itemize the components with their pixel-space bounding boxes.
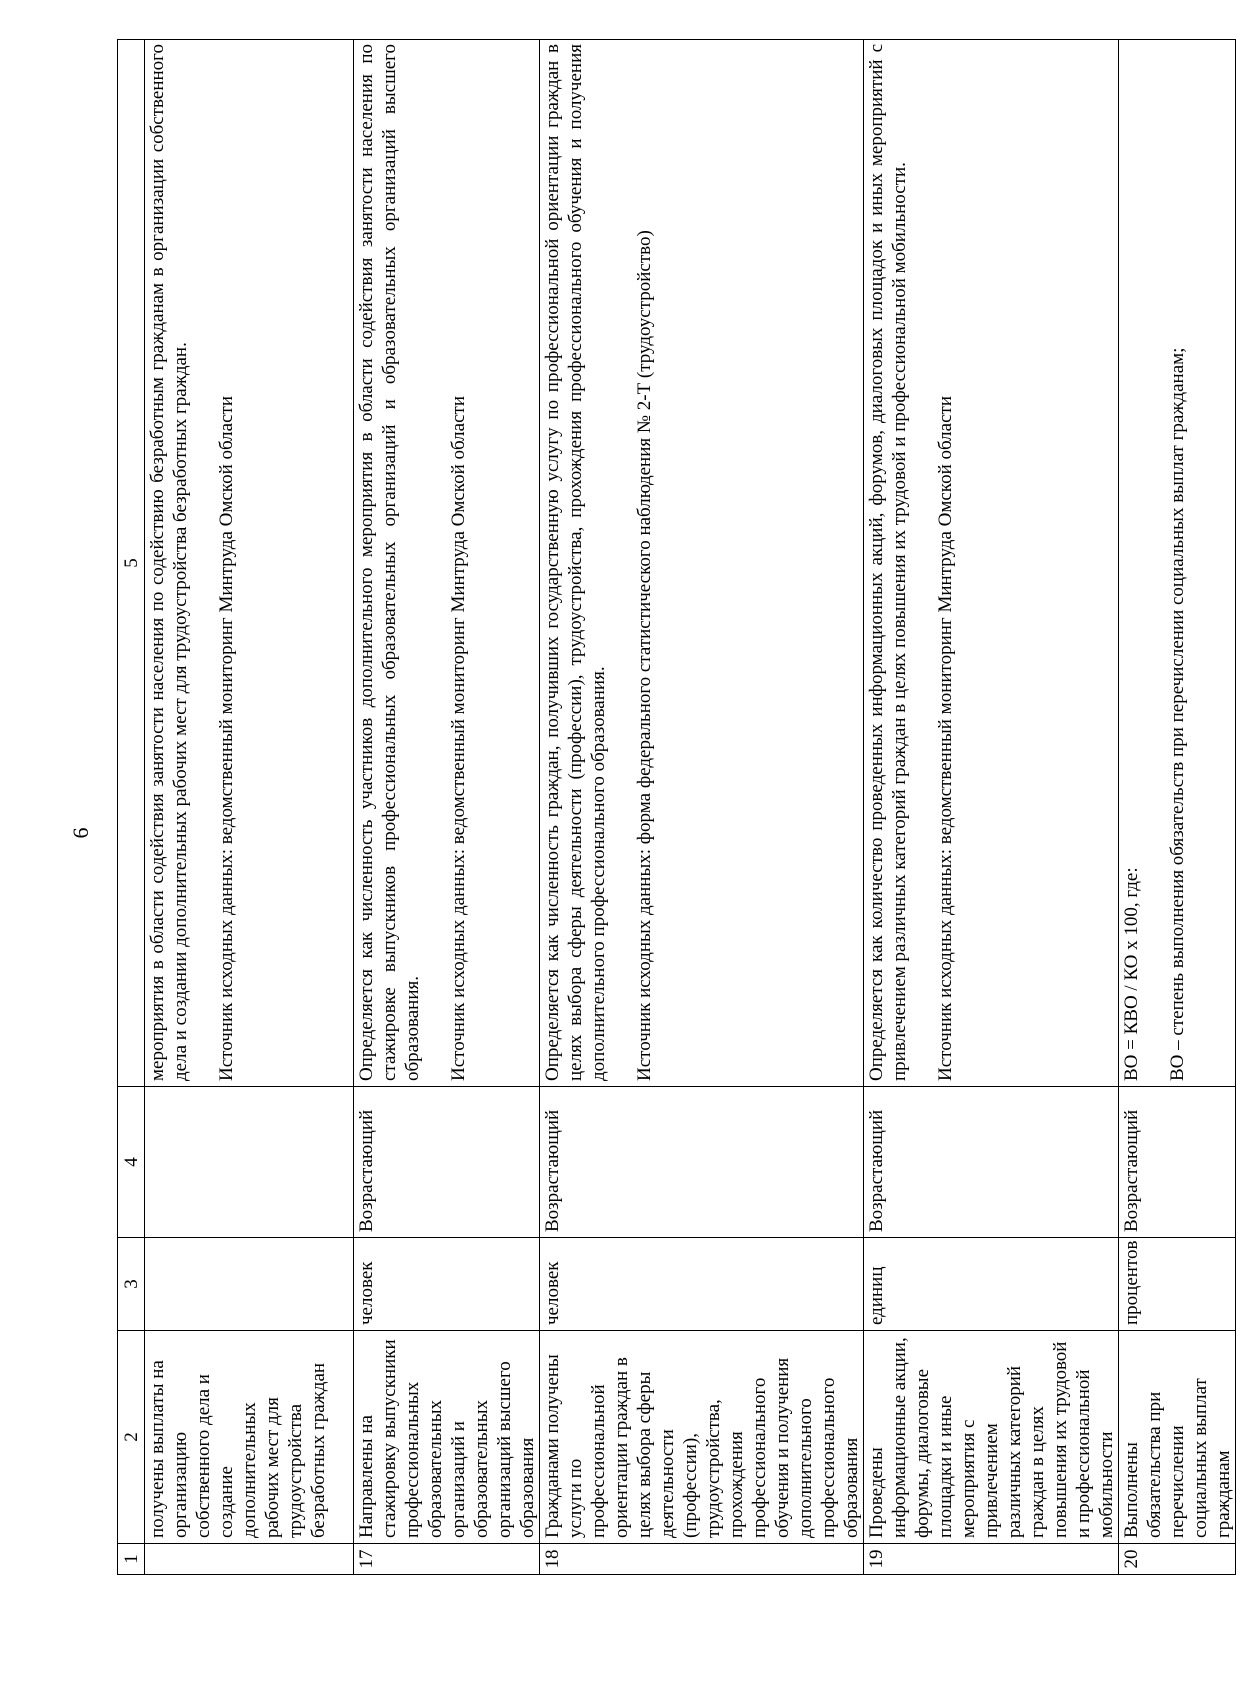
data-source: Источник исходных данных: ведомственный мониторинг Минтруда Омской области <box>935 395 956 1081</box>
data-source: Источник исходных данных: ведомственный мониторинг Минтруда Омской области <box>448 395 469 1081</box>
formula-variable: ВО – степень выполнения обязательств при перечислении социальных выплат гражданам; <box>1167 347 1188 1081</box>
unit-of-measure: человек <box>354 1238 540 1331</box>
table-row <box>145 40 354 1575</box>
row-number: 18 <box>540 1544 864 1575</box>
indicator-name: получены выплаты на организацию собственного дела и создание дополнительных рабочих мест для трудоустройства безработных граждан <box>145 1331 354 1544</box>
row-number: 17 <box>354 1544 540 1575</box>
data-source: Источник исходных данных: форма федерального статистического наблюдения № 2-Т (трудоустройство) <box>634 230 655 1081</box>
formula-text: ВО = КВО / КО х 100, где: <box>1121 867 1142 1081</box>
header-cell-3: 3 <box>118 1238 145 1331</box>
unit-of-measure <box>145 1238 354 1331</box>
trend <box>145 1087 354 1238</box>
calculation-method <box>540 40 864 1087</box>
header-cell-5: 5 <box>118 40 145 1087</box>
table-row <box>1119 40 1236 1575</box>
calculation-method <box>864 40 1119 1087</box>
calculation-method <box>145 40 354 1087</box>
table-row <box>354 40 540 1575</box>
row-number: 20 <box>1119 1544 1236 1575</box>
table-row <box>540 40 864 1575</box>
indicator-name: Выполнены обязательства при перечислении социальных выплат гражданам <box>1119 1331 1236 1544</box>
indicator-table-rotated <box>117 40 1234 1575</box>
method-text: Определяется как численность участников дополнительного мероприятия в области содействия занятости населения по стажировке выпускников профессиональных образовательных организаций и образовательных организаций высшего образования. <box>356 44 423 1081</box>
table-header-row <box>118 40 145 1575</box>
method-text: мероприятия в области содействия занятости населения по содействию безработным гражданам в организации собственного дела и создании дополнительных рабочих мест для трудоустройства безработных граждан. <box>147 44 191 1081</box>
indicator-name: Проведены информационные акции, форумы, диалоговые площадки и иные мероприятия с привлечением различных категорий граждан в целях повышения их трудовой и профессиональной мобильности <box>864 1331 1119 1544</box>
header-cell-1: 1 <box>118 1544 145 1575</box>
trend: Возрастающий <box>540 1087 864 1238</box>
method-text: Определяется как численность граждан, получивших государственную услугу по профессиональной ориентации граждан в целях выбора сферы деятельности (профессии), трудоустройства, прохождения профессионального обучения и получения дополнительного профессионального образования. <box>542 44 609 1081</box>
indicator-name: Направлены на стажировку выпускники профессиональных образовательных организаций и образовательных организаций высшего образования <box>354 1331 540 1544</box>
unit-of-measure: единиц <box>864 1238 1119 1331</box>
trend: Возрастающий <box>864 1087 1119 1238</box>
calculation-method <box>354 40 540 1087</box>
trend: Возрастающий <box>1119 1087 1236 1238</box>
header-cell-4: 4 <box>118 1087 145 1238</box>
unit-of-measure: процентов <box>1119 1238 1236 1331</box>
row-number <box>145 1544 354 1575</box>
page-number: 6 <box>68 827 93 839</box>
unit-of-measure: человек <box>540 1238 864 1331</box>
table-row <box>864 40 1119 1575</box>
method-text: Определяется как количество проведенных информационных акций, форумов, диалоговых площадок и иных мероприятий с привлечением различных категорий граждан в целях повышения их трудовой и профессиональной мобильности. <box>866 44 910 1081</box>
header-cell-2: 2 <box>118 1331 145 1544</box>
calculation-method <box>1119 40 1236 1087</box>
indicator-table <box>117 39 1236 1575</box>
data-source: Источник исходных данных: ведомственный мониторинг Минтруда Омской области <box>216 395 237 1081</box>
row-number: 19 <box>864 1544 1119 1575</box>
trend: Возрастающий <box>354 1087 540 1238</box>
indicator-name: Гражданами получены услуги по профессиональной ориентации граждан в целях выбора сферы деятельности (профессии), трудоустройства, прохождения профессионального обучения и получения дополнительного профессионального образования <box>540 1331 864 1544</box>
